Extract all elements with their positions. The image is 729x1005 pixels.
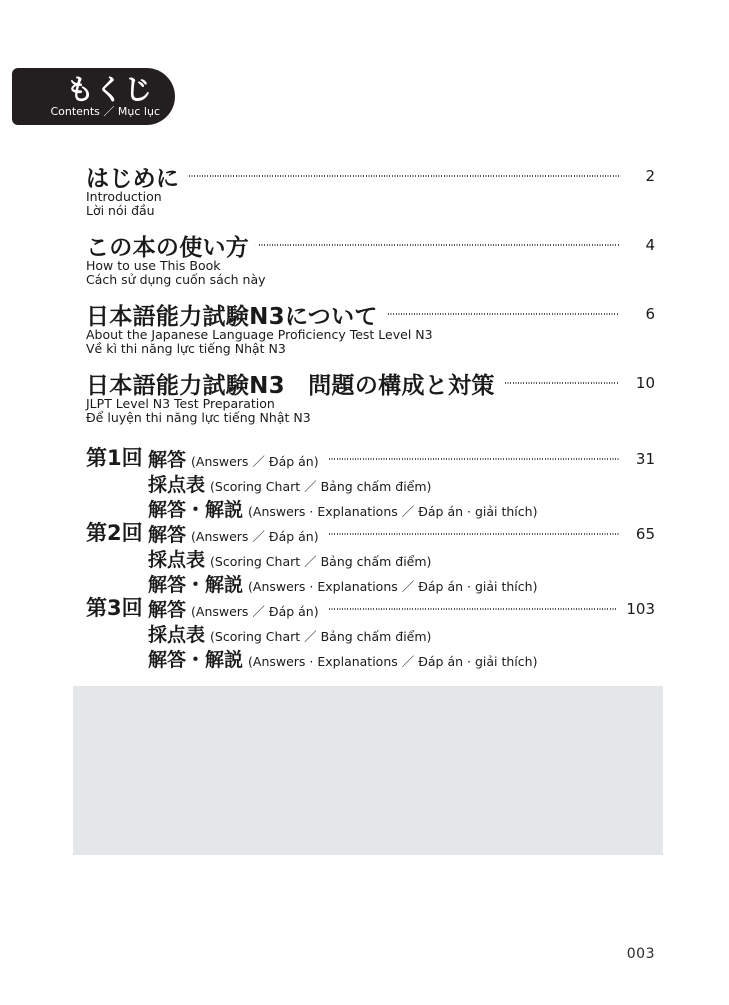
dotted-leader — [329, 608, 617, 610]
session-row-text — [148, 595, 319, 622]
toc-entry-title: この本の使い方 — [86, 234, 250, 261]
session-row-answers — [148, 521, 655, 546]
session-row-title: 採点表 — [148, 624, 206, 646]
session-rows — [148, 446, 655, 521]
session-row-title: 解答・解説 — [148, 649, 244, 671]
session-row-text — [148, 620, 431, 647]
header-subtitle-translations: Contents ／ Mục lục — [50, 105, 160, 119]
session-row-answers — [148, 596, 655, 621]
session-row-note: (Answers · Explanations ／ Đáp án · giải thích) — [248, 579, 538, 594]
toc-session-list — [86, 446, 655, 671]
session-row-explanations — [148, 496, 655, 521]
toc-session-3 — [86, 596, 655, 671]
session-row-note: (Answers ／ Đáp án) — [191, 529, 319, 544]
session-label: 第2回 — [86, 521, 143, 545]
toc-entry-subtitle-en: JLPT Level N3 Test Preparation — [86, 396, 275, 411]
dotted-leader — [189, 175, 619, 177]
toc-entry-about-jlpt-n3 — [86, 300, 655, 356]
session-row-title: 解答 — [148, 599, 187, 621]
session-label: 第1回 — [86, 446, 143, 470]
page-number: 4 — [645, 236, 655, 254]
session-rows — [148, 521, 655, 596]
session-row-title: 解答 — [148, 524, 187, 546]
session-row-explanations — [148, 571, 655, 596]
toc-entry-subtitle-vi: Lời nói đầu — [86, 203, 155, 218]
toc-entry-title: 日本語能力試験N3について — [86, 303, 378, 330]
session-row-text — [148, 520, 319, 547]
toc-entry-subtitle-en: Introduction — [86, 189, 162, 204]
session-row-note: (Scoring Chart ／ Bảng chấm điểm) — [210, 554, 432, 569]
page-folio: 003 — [626, 946, 655, 962]
toc-entry-how-to-use — [86, 231, 655, 287]
session-row-text — [148, 645, 537, 672]
toc-session-2 — [86, 521, 655, 596]
page-number: 10 — [635, 374, 655, 392]
toc-entry-test-preparation — [86, 369, 655, 425]
dotted-leader — [259, 244, 619, 246]
page-number: 31 — [635, 449, 655, 468]
session-row-scoring-chart — [148, 621, 655, 646]
toc-entry-title: はじめに — [86, 165, 180, 192]
blank-gray-panel — [73, 686, 663, 855]
toc-session-1 — [86, 446, 655, 521]
session-rows — [148, 596, 655, 671]
page-number: 103 — [626, 599, 655, 618]
session-row-note: (Answers · Explanations ／ Đáp án · giải thích) — [248, 654, 538, 669]
session-row-text — [148, 495, 537, 522]
session-row-scoring-chart — [148, 471, 655, 496]
contents-header-banner — [12, 68, 175, 125]
page-number: 2 — [645, 167, 655, 185]
dotted-leader — [329, 458, 619, 460]
toc-entry-heading-row — [86, 162, 655, 190]
toc-entry-subtitle-en: About the Japanese Language Proficiency Test Level N3 — [86, 327, 433, 342]
page-number: 6 — [645, 305, 655, 323]
table-of-contents — [86, 162, 655, 671]
header-title-japanese: もくじ — [65, 72, 153, 106]
session-row-explanations — [148, 646, 655, 671]
toc-entry-subtitle-vi: Để luyện thi năng lực tiếng Nhật N3 — [86, 410, 311, 425]
session-row-note: (Answers · Explanations ／ Đáp án · giải thích) — [248, 504, 538, 519]
session-row-scoring-chart — [148, 546, 655, 571]
session-row-text — [148, 545, 431, 572]
session-row-title: 採点表 — [148, 474, 206, 496]
toc-entry-heading-row — [86, 369, 655, 397]
toc-entry-subtitle-vi: Về kì thi năng lực tiếng Nhật N3 — [86, 341, 286, 356]
session-row-text — [148, 570, 537, 597]
toc-entry-heading-row — [86, 300, 655, 328]
session-row-answers — [148, 446, 655, 471]
session-row-note: (Scoring Chart ／ Bảng chấm điểm) — [210, 479, 432, 494]
dotted-leader — [505, 382, 619, 384]
session-row-note: (Answers ／ Đáp án) — [191, 604, 319, 619]
session-row-title: 解答・解説 — [148, 574, 244, 596]
dotted-leader — [388, 313, 619, 315]
session-row-title: 解答・解説 — [148, 499, 244, 521]
session-row-note: (Answers ／ Đáp án) — [191, 454, 319, 469]
session-label: 第3回 — [86, 596, 143, 620]
session-row-text — [148, 470, 431, 497]
session-row-title: 解答 — [148, 449, 187, 471]
toc-entry-introduction — [86, 162, 655, 218]
dotted-leader — [329, 533, 619, 535]
toc-entry-title: 日本語能力試験N3 問題の構成と対策 — [86, 372, 495, 399]
session-row-note: (Scoring Chart ／ Bảng chấm điểm) — [210, 629, 432, 644]
toc-entry-heading-row — [86, 231, 655, 259]
toc-entry-subtitle-vi: Cách sử dụng cuốn sách này — [86, 272, 266, 287]
session-row-title: 採点表 — [148, 549, 206, 571]
session-row-text — [148, 445, 319, 472]
toc-entry-subtitle-en: How to use This Book — [86, 258, 221, 273]
page-number: 65 — [635, 524, 655, 543]
